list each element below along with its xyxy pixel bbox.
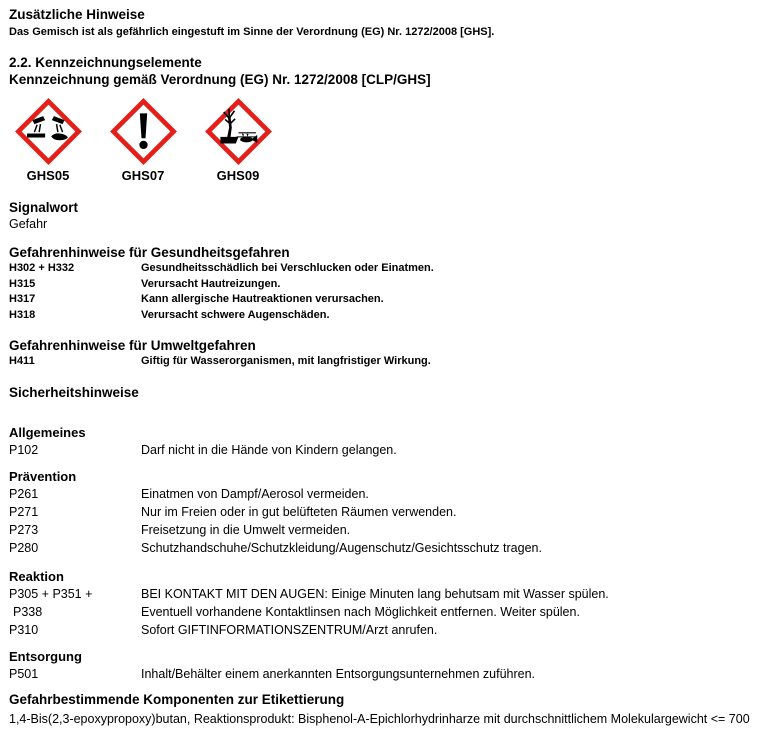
precaution-text: Nur im Freien oder in gut belüfteten Räumen verwenden. (141, 504, 457, 519)
signal-word-heading: Signalwort (9, 200, 79, 215)
additional-notes-text: Das Gemisch ist als gefährlich eingestuft im Sinne der Verordnung (EG) Nr. 1272/2008 [GHS]. (9, 26, 495, 38)
ghs05-pictogram (10, 98, 86, 183)
hazard-code: H302 + H332 (9, 262, 75, 274)
hazard-code: H317 (9, 293, 36, 305)
hazard-row (9, 261, 750, 277)
ghs07-pictogram (105, 98, 181, 183)
additional-notes-heading: Zusätzliche Hinweise (9, 7, 145, 22)
precaution-code: P271 (9, 504, 39, 519)
hazard-row (9, 308, 750, 324)
ghs05-label: GHS05 (26, 168, 70, 183)
hazard-text: Gesundheitsschädlich bei Verschlucken oder Einatmen. (141, 262, 434, 274)
precaution-code: P501 (9, 666, 39, 681)
precaution-row-eye-contact (9, 585, 750, 621)
labelling-regulation-subheading: Kennzeichnung gemäß Verordnung (EG) Nr. 1272/2008 [CLP/GHS] (9, 72, 431, 87)
precaution-text: BEI KONTAKT MIT DEN AUGEN: Einige Minuten lang behutsam mit Wasser spülen. Eventuell vorhandene Kontaktlinsen nach Möglichkeit entfernen. Weiter spülen. (141, 586, 609, 619)
precaution-text: Einatmen von Dampf/Aerosol vermeiden. (141, 486, 369, 501)
precaution-code: P280 (9, 540, 39, 555)
hazard-text: Verursacht Hautreizungen. (141, 277, 281, 290)
corrosive-icon (15, 98, 82, 165)
ghs09-pictogram (200, 98, 276, 183)
precaution-code: P273 (9, 522, 39, 537)
hazard-row (9, 277, 750, 293)
precaution-text: Freisetzung in die Umwelt vermeiden. (141, 522, 351, 537)
ghs07-label: GHS07 (121, 168, 165, 183)
precaution-code: P305 + P351 + P338 (9, 586, 93, 619)
precautionary-heading: Sicherheitshinweise (9, 384, 139, 400)
signal-word-value: Gefahr (9, 217, 48, 231)
hazard-code: H318 (9, 308, 36, 321)
hazard-code: H411 (9, 355, 35, 367)
ghs09-label: GHS09 (216, 168, 260, 183)
precaution-row (9, 621, 750, 639)
health-hazards-heading: Gefahrenhinweise für Gesundheitsgefahren (9, 245, 290, 260)
precaution-code: P102 (9, 442, 39, 457)
environment-hazard-icon (205, 98, 272, 165)
determining-components-text: 1,4-Bis(2,3-epoxypropoxy)butan, Reaktionsprodukt: Bisphenol-A-Epichlorhydrinharze mit durchschnittlichem Molekulargewicht <= 700 (9, 711, 750, 726)
ghs-pictogram-row (10, 98, 750, 183)
hazard-text: Verursacht schwere Augenschäden. (141, 308, 330, 321)
precaution-group-prevention-title: Prävention (9, 468, 77, 484)
precaution-text: Darf nicht in die Hände von Kindern gelangen. (141, 442, 397, 457)
hazard-row (9, 354, 750, 370)
precaution-row (9, 521, 750, 539)
determining-components-heading: Gefahrbestimmende Komponenten zur Etikettierung (9, 691, 345, 707)
hazard-code: H315 (9, 277, 36, 290)
exclamation-mark-icon (110, 98, 177, 165)
environment-hazards-heading: Gefahrenhinweise für Umweltgefahren (9, 338, 256, 353)
section-2-2-heading: 2.2. Kennzeichnungselemente (9, 55, 202, 70)
precaution-text: Inhalt/Behälter einem anerkannten Entsorgungsunternehmen zuführen. (141, 666, 536, 681)
hazard-text: Kann allergische Hautreaktionen verursachen. (141, 293, 384, 305)
precaution-row (9, 503, 750, 521)
precaution-code: P310 (9, 622, 39, 637)
hazard-row (9, 292, 750, 308)
precaution-text: Schutzhandschuhe/Schutzkleidung/Augenschutz/Gesichtsschutz tragen. (141, 540, 542, 555)
precaution-row (9, 441, 750, 459)
precaution-code: P261 (9, 486, 39, 501)
precaution-group-general-title: Allgemeines (9, 424, 86, 440)
hazard-text: Giftig für Wasserorganismen, mit langfristiger Wirkung. (141, 355, 431, 367)
precaution-group-response-title: Reaktion (9, 568, 64, 584)
precaution-row (9, 539, 750, 557)
precaution-row (9, 665, 750, 683)
precaution-text: Sofort GIFTINFORMATIONSZENTRUM/Arzt anrufen. (141, 622, 438, 637)
precaution-group-disposal-title: Entsorgung (9, 648, 82, 664)
precaution-row (9, 485, 750, 503)
